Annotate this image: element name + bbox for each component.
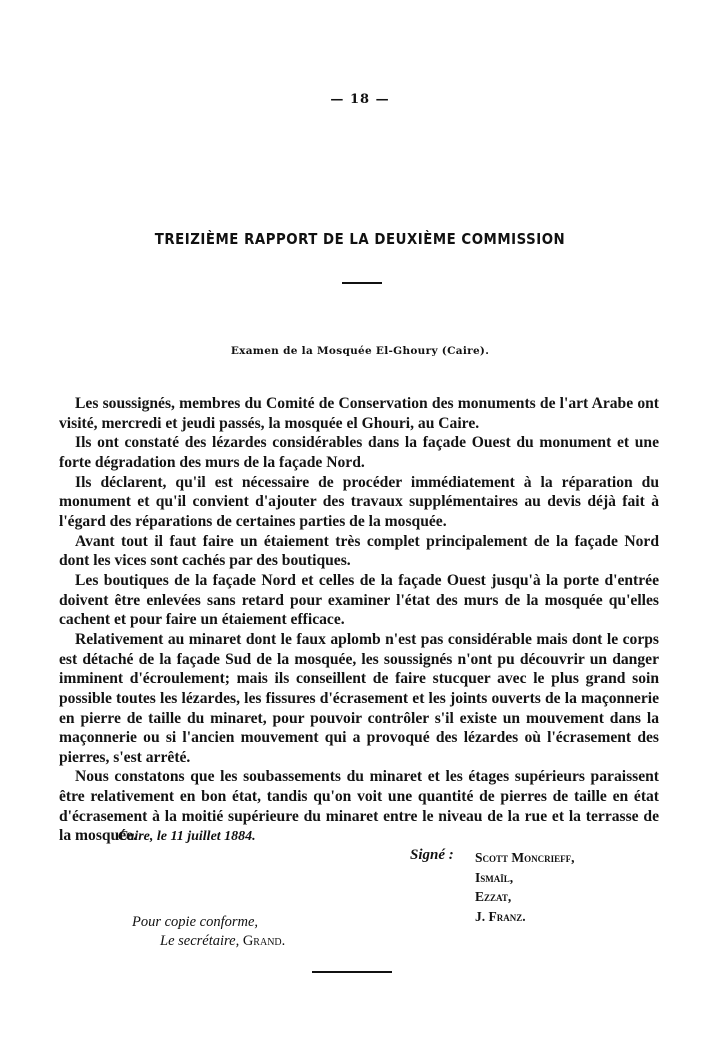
paragraph-shops: Les boutiques de la façade Nord et celles de la façade Ouest jusqu'à la porte d'entrée doivent être enlevées sans retard pour examiner l'état des murs de la mosquée qu'elles cachent et pour faire un étaiement efficace. <box>59 571 659 629</box>
paragraph-observations: Nous constatons que les soubassements du minaret et les étages supérieurs paraissent être relativement en bon état, tandis qu'on voit une quantité de pierres de taille en état d'écrasement à la moitié supérieure du minaret entre le niveau de la rue et la terrasse de la mosquée. <box>59 768 659 845</box>
title-separator-rule <box>342 282 382 284</box>
end-separator-rule <box>312 971 392 973</box>
signatory: Scott Moncrieff, <box>475 850 575 865</box>
paragraph-shoring: Avant tout il faut faire un étaiement très complet principalement de la façade Nord dont les vices sont cachés par des boutiques. <box>59 532 659 570</box>
secretary-line <box>160 933 285 950</box>
signatory: Ismaïl, <box>475 869 514 885</box>
paragraph-declaration: Ils déclarent, qu'il est nécessaire de procéder immédiatement à la réparation du monument et qu'il convient d'ajouter des travaux supplémentaires au devis déjà fait à l'égard des réparations de certaines parties de la mosquée. <box>59 473 659 530</box>
signatories-list <box>475 848 575 926</box>
report-title: TREIZIÈME RAPPORT DE LA DEUXIÈME COMMISSION <box>154 230 566 248</box>
paragraph-visit: Les soussignés, membres du Comité de Conservation des monuments de l'art Arabe ont visité, mercredi et jeudi passés, la mosquée el Ghouri, au Caire. <box>59 395 659 432</box>
report-subtitle: Examen de la Mosquée El-Ghoury (Caire). <box>230 345 490 357</box>
copy-conforme-note: Pour copie conforme, <box>132 914 259 930</box>
secretary-name: Grand. <box>242 933 286 949</box>
signatory: Ezzat, <box>475 889 512 904</box>
date-line: Caire, le 11 juillet 1884. <box>118 829 256 844</box>
secretary-role: Le secrétaire, <box>160 933 240 949</box>
paragraph-cracks: Ils ont constaté des lézardes considérables dans la façade Ouest du monument et une forte dégradation des murs de la façade Nord. <box>59 434 659 471</box>
report-body <box>59 394 659 846</box>
page-number: — 18 — <box>330 92 390 107</box>
signatory: J. Franz. <box>475 908 526 924</box>
signed-label: Signé : <box>410 847 454 863</box>
paragraph-minaret: Relativement au minaret dont le faux aplomb n'est pas considérable mais dont le corps est détaché de la façade Sud de la mosquée, les soussignés n'ont pu découvrir un danger imminent d'écroulement; mais ils conseillent de faire stucquer avec le plus grand soin possible toutes les lézardes, les fissures d'écrasement et les joints ouverts de la maçonnerie en pierre de taille du minaret, pour pouvoir contrôler s'il existe un mouvement dans la maçonnerie ou si l'ancien mouvement qui a provoqué des lézardes où l'écrasement des pierres, s'est arrêté. <box>59 630 659 766</box>
